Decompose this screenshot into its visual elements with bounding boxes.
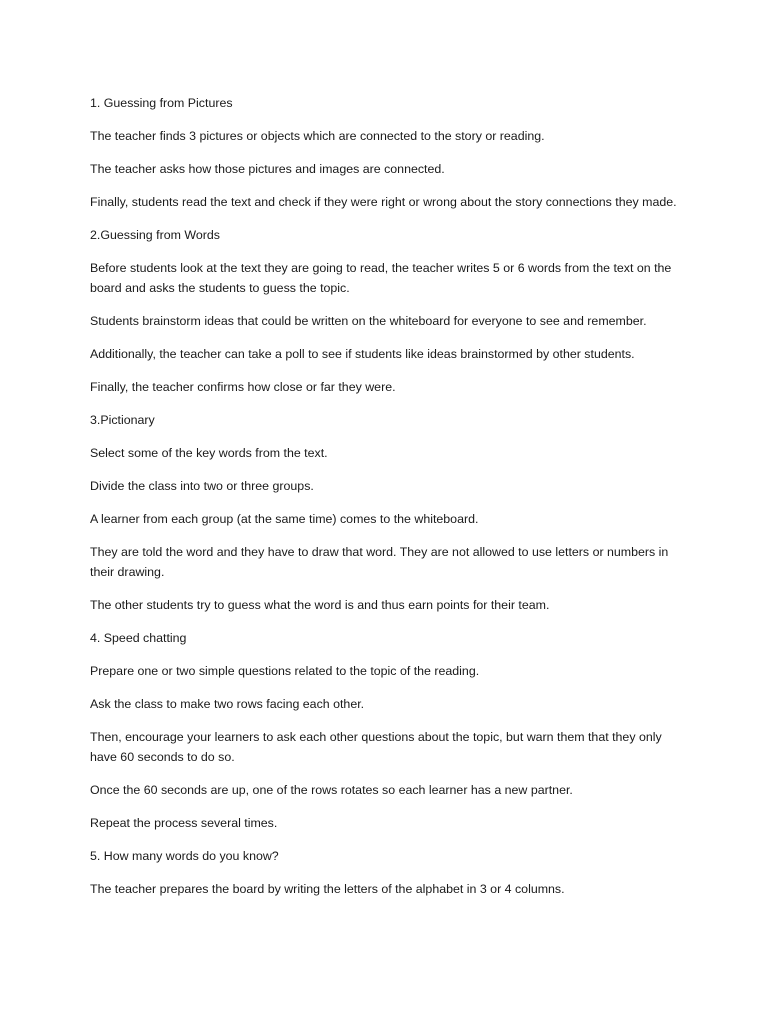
section-heading-speed-chatting: 4. Speed chatting xyxy=(90,631,187,645)
paragraph: Additionally, the teacher can take a poll to see if students like ideas brainstormed by other students. xyxy=(90,347,635,361)
paragraph: Then, encourage your learners to ask each other questions about the topic, but warn them that they only have 60 seconds to do so. xyxy=(90,730,662,764)
paragraph: Before students look at the text they are going to read, the teacher writes 5 or 6 words from the text on the board and asks the students to guess the topic. xyxy=(90,261,672,295)
paragraph: Repeat the process several times. xyxy=(90,816,278,830)
paragraph: They are told the word and they have to draw that word. They are not allowed to use letters or numbers in their drawing. xyxy=(90,545,669,579)
paragraph: Select some of the key words from the text. xyxy=(90,446,328,460)
paragraph: Prepare one or two simple questions related to the topic of the reading. xyxy=(90,664,480,678)
section-heading-guessing-from-words: 2.Guessing from Words xyxy=(90,228,220,242)
paragraph: Once the 60 seconds are up, one of the rows rotates so each learner has a new partner. xyxy=(90,783,573,797)
paragraph: The teacher asks how those pictures and images are connected. xyxy=(90,162,445,176)
section-heading-guessing-from-pictures: 1. Guessing from Pictures xyxy=(90,96,233,110)
paragraph: The teacher finds 3 pictures or objects which are connected to the story or reading. xyxy=(90,129,545,143)
paragraph: A learner from each group (at the same time) comes to the whiteboard. xyxy=(90,512,479,526)
section-heading-pictionary: 3.Pictionary xyxy=(90,413,155,427)
paragraph: The other students try to guess what the word is and thus earn points for their team. xyxy=(90,598,550,612)
section-heading-how-many-words: 5. How many words do you know? xyxy=(90,849,279,863)
paragraph: Finally, students read the text and check if they were right or wrong about the story connections they made. xyxy=(90,195,677,209)
paragraph: Students brainstorm ideas that could be written on the whiteboard for everyone to see and remember. xyxy=(90,314,647,328)
paragraph: Finally, the teacher confirms how close or far they were. xyxy=(90,380,396,394)
document-body xyxy=(90,93,690,912)
paragraph: Ask the class to make two rows facing each other. xyxy=(90,697,365,711)
paragraph: The teacher prepares the board by writing the letters of the alphabet in 3 or 4 columns. xyxy=(90,882,565,896)
paragraph: Divide the class into two or three groups. xyxy=(90,479,314,493)
